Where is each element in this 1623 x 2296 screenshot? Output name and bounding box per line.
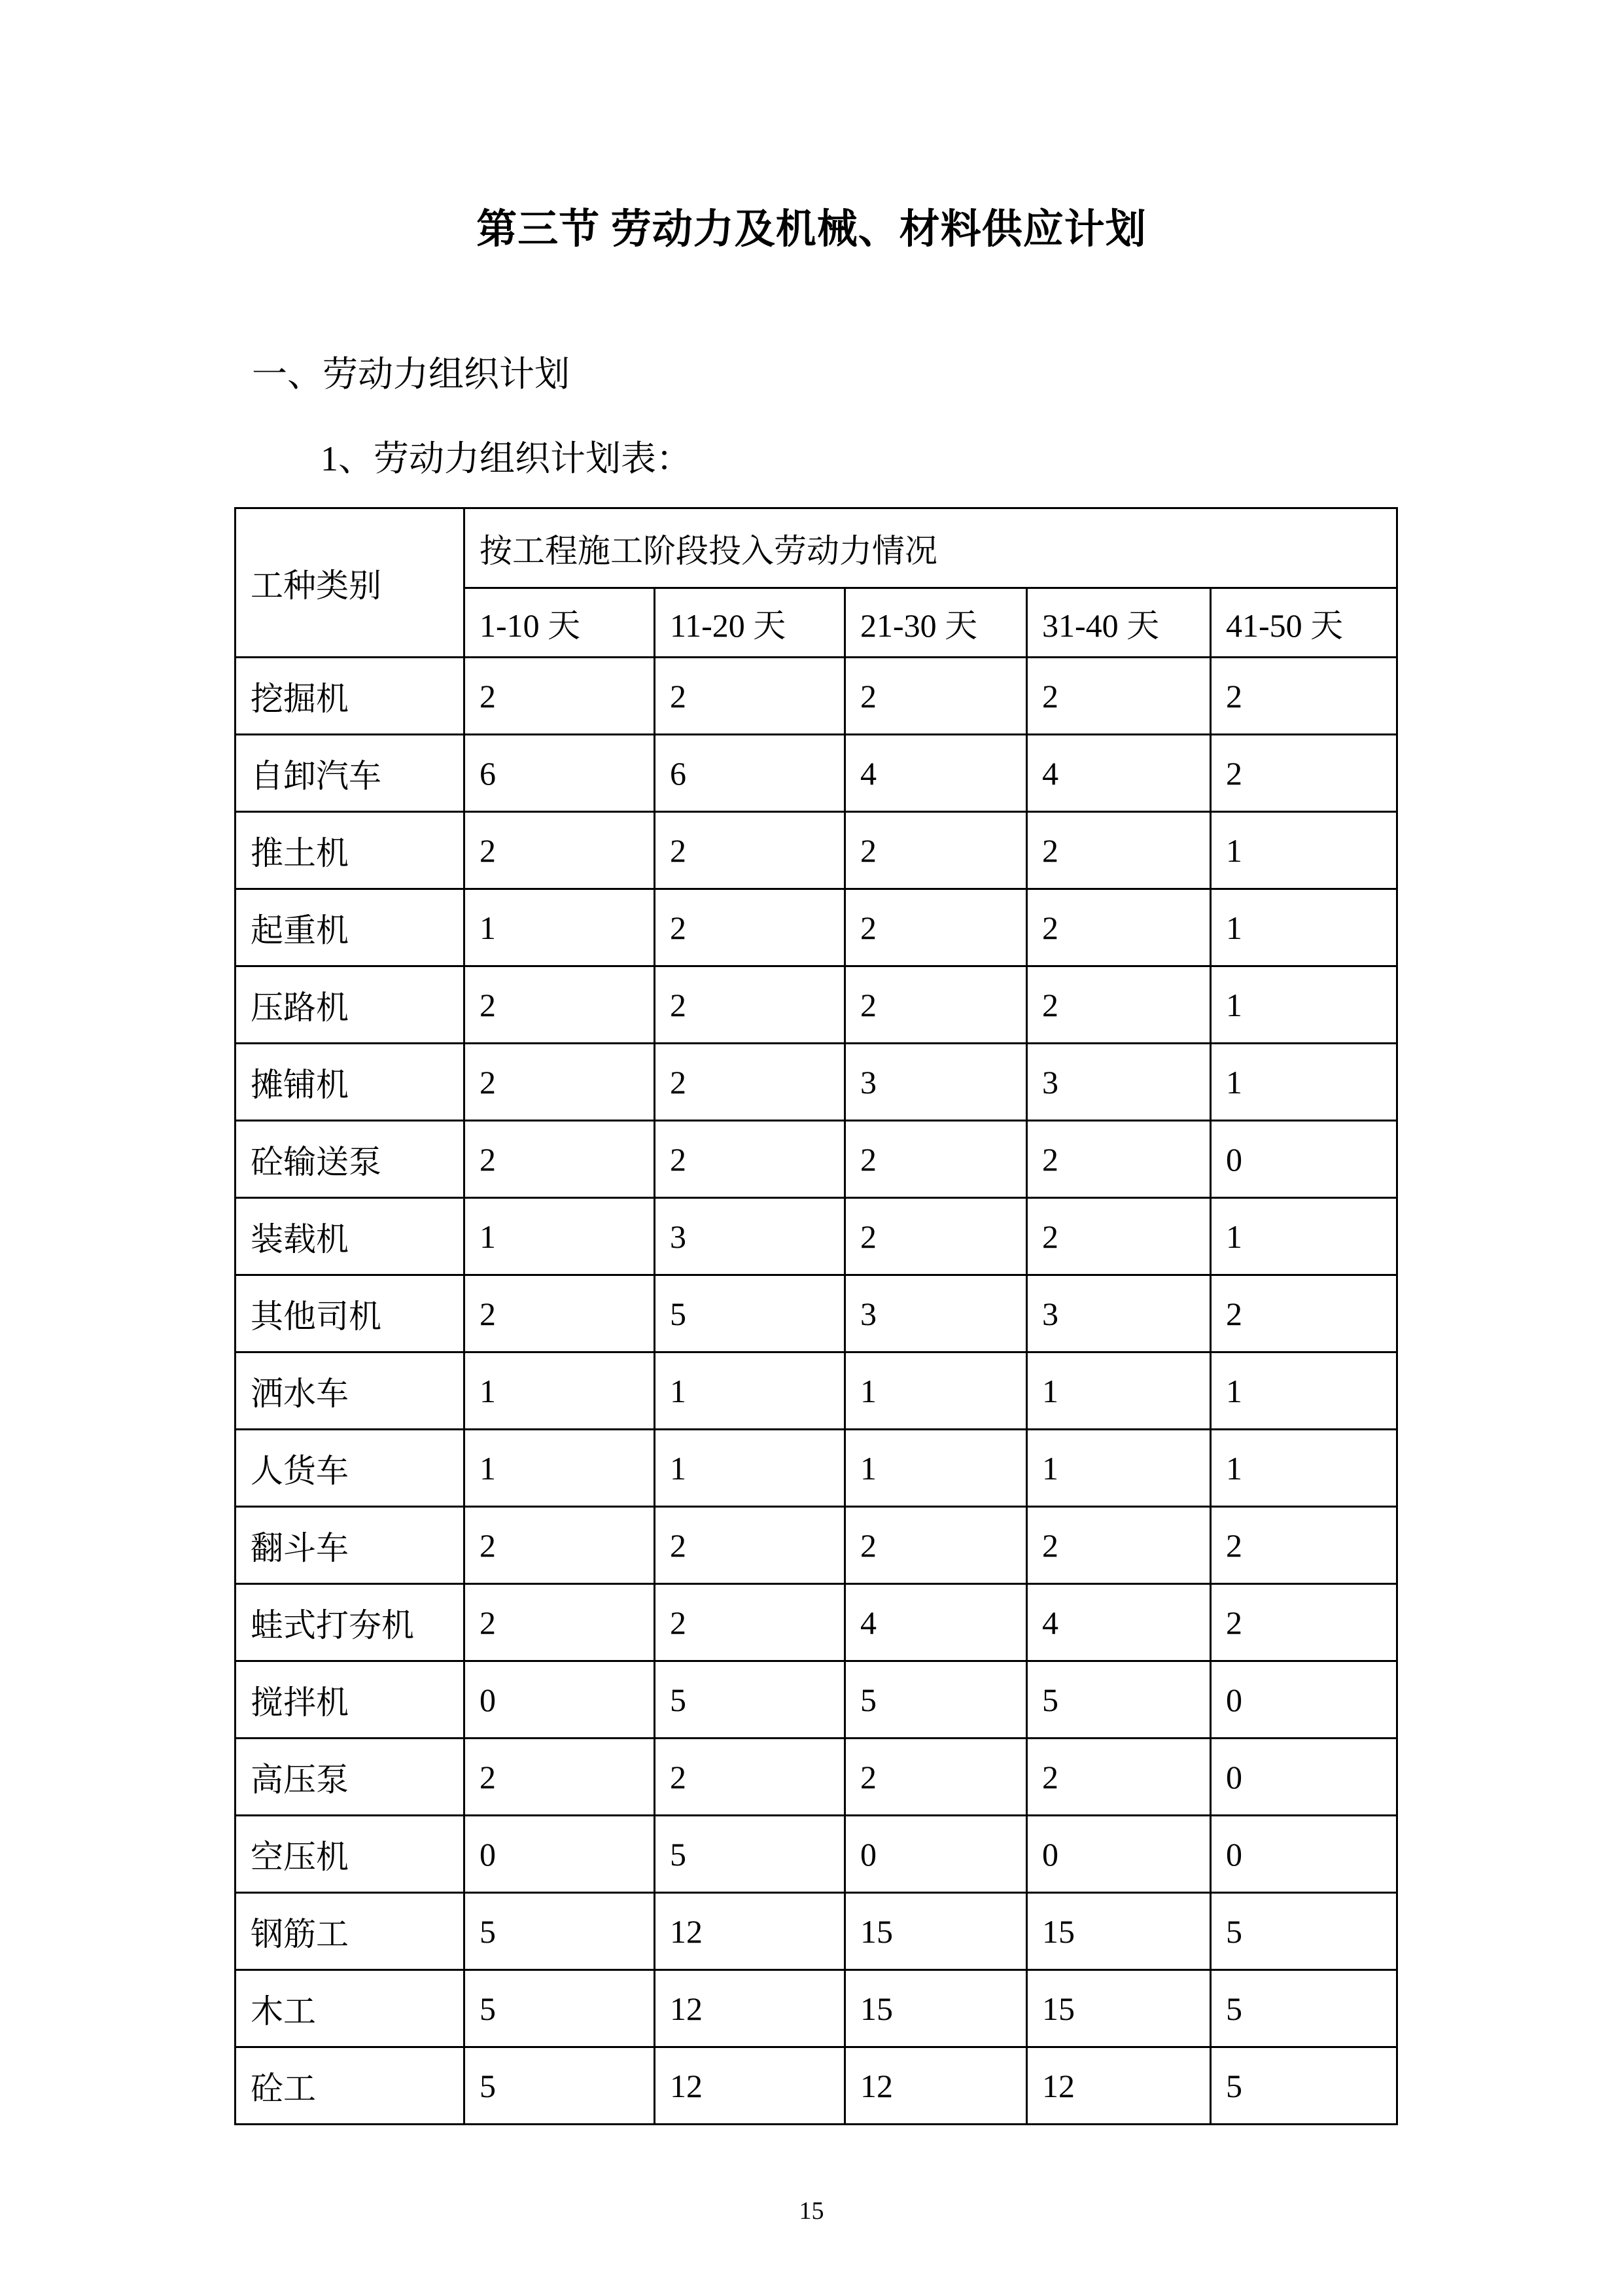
cell-value: 1 bbox=[1211, 889, 1397, 966]
table-row bbox=[236, 2047, 1397, 2125]
cell-value: 2 bbox=[1027, 1507, 1211, 1584]
cell-value: 15 bbox=[1027, 1893, 1211, 1970]
table-row bbox=[236, 1584, 1397, 1661]
row-label: 其他司机 bbox=[236, 1275, 464, 1352]
cell-value: 2 bbox=[1027, 966, 1211, 1044]
cell-value: 2 bbox=[1027, 1198, 1211, 1275]
table-row bbox=[236, 889, 1397, 966]
table-row bbox=[236, 1121, 1397, 1198]
period-header: 1-10 天 bbox=[464, 588, 655, 658]
group-header: 按工程施工阶段投入劳动力情况 bbox=[464, 508, 1397, 588]
row-label: 挖掘机 bbox=[236, 658, 464, 735]
row-label: 空压机 bbox=[236, 1816, 464, 1893]
cell-value: 2 bbox=[464, 812, 655, 889]
row-label: 摊铺机 bbox=[236, 1044, 464, 1121]
cell-value: 2 bbox=[655, 1584, 845, 1661]
cell-value: 2 bbox=[655, 812, 845, 889]
cell-value: 4 bbox=[845, 1584, 1027, 1661]
table-row bbox=[236, 1661, 1397, 1739]
table-row bbox=[236, 1275, 1397, 1352]
cell-value: 3 bbox=[1027, 1275, 1211, 1352]
cell-value: 2 bbox=[1027, 1739, 1211, 1816]
cell-value: 5 bbox=[464, 1970, 655, 2047]
cell-value: 2 bbox=[655, 966, 845, 1044]
row-label: 起重机 bbox=[236, 889, 464, 966]
cell-value: 2 bbox=[1211, 1507, 1397, 1584]
cell-value: 0 bbox=[1027, 1816, 1211, 1893]
table-row bbox=[236, 1970, 1397, 2047]
cell-value: 1 bbox=[1211, 1352, 1397, 1430]
table-row bbox=[236, 1816, 1397, 1893]
cell-value: 6 bbox=[464, 735, 655, 812]
table-row bbox=[236, 1507, 1397, 1584]
cell-value: 1 bbox=[464, 1352, 655, 1430]
table-row bbox=[236, 735, 1397, 812]
cell-value: 2 bbox=[845, 1198, 1027, 1275]
cell-value: 2 bbox=[464, 1507, 655, 1584]
cell-value: 0 bbox=[845, 1816, 1027, 1893]
table-row bbox=[236, 1430, 1397, 1507]
period-header: 41-50 天 bbox=[1211, 588, 1397, 658]
cell-value: 3 bbox=[845, 1044, 1027, 1121]
cell-value: 0 bbox=[1211, 1816, 1397, 1893]
cell-value: 4 bbox=[845, 735, 1027, 812]
row-label: 砼工 bbox=[236, 2047, 464, 2125]
cell-value: 5 bbox=[464, 2047, 655, 2125]
page-number: 15 bbox=[799, 2197, 824, 2225]
cell-value: 2 bbox=[845, 658, 1027, 735]
cell-value: 2 bbox=[845, 889, 1027, 966]
table-row bbox=[236, 1739, 1397, 1816]
cell-value: 1 bbox=[464, 889, 655, 966]
row-label: 搅拌机 bbox=[236, 1661, 464, 1739]
cell-value: 2 bbox=[464, 1121, 655, 1198]
cell-value: 1 bbox=[1211, 812, 1397, 889]
cell-value: 5 bbox=[655, 1275, 845, 1352]
cell-value: 2 bbox=[845, 1739, 1027, 1816]
cell-value: 2 bbox=[845, 812, 1027, 889]
cell-value: 1 bbox=[464, 1198, 655, 1275]
table-row bbox=[236, 658, 1397, 735]
cell-value: 1 bbox=[1211, 966, 1397, 1044]
table-row bbox=[236, 812, 1397, 889]
table-row bbox=[236, 1352, 1397, 1430]
cell-value: 2 bbox=[464, 1739, 655, 1816]
cell-value: 12 bbox=[655, 2047, 845, 2125]
cell-value: 2 bbox=[655, 1121, 845, 1198]
cell-value: 1 bbox=[845, 1430, 1027, 1507]
row-label: 高压泵 bbox=[236, 1739, 464, 1816]
section-heading: 一、劳动力组织计划 bbox=[252, 355, 570, 394]
cell-value: 1 bbox=[1211, 1044, 1397, 1121]
cell-value: 2 bbox=[655, 889, 845, 966]
cell-value: 2 bbox=[1027, 812, 1211, 889]
cell-value: 5 bbox=[1211, 2047, 1397, 2125]
cell-value: 2 bbox=[845, 1121, 1027, 1198]
cell-value: 5 bbox=[845, 1661, 1027, 1739]
cell-value: 2 bbox=[655, 1739, 845, 1816]
cell-value: 3 bbox=[845, 1275, 1027, 1352]
period-header: 21-30 天 bbox=[845, 588, 1027, 658]
cell-value: 2 bbox=[1211, 658, 1397, 735]
corner-header: 工种类别 bbox=[236, 508, 464, 658]
cell-value: 1 bbox=[655, 1430, 845, 1507]
cell-value: 15 bbox=[845, 1893, 1027, 1970]
cell-value: 2 bbox=[1027, 658, 1211, 735]
cell-value: 5 bbox=[655, 1816, 845, 1893]
cell-value: 2 bbox=[1211, 735, 1397, 812]
cell-value: 12 bbox=[655, 1893, 845, 1970]
cell-value: 2 bbox=[464, 1275, 655, 1352]
cell-value: 2 bbox=[464, 1584, 655, 1661]
cell-value: 1 bbox=[464, 1430, 655, 1507]
cell-value: 4 bbox=[1027, 735, 1211, 812]
cell-value: 5 bbox=[655, 1661, 845, 1739]
row-label: 洒水车 bbox=[236, 1352, 464, 1430]
cell-value: 1 bbox=[1027, 1430, 1211, 1507]
cell-value: 1 bbox=[1027, 1352, 1211, 1430]
cell-value: 2 bbox=[464, 1044, 655, 1121]
cell-value: 5 bbox=[1211, 1970, 1397, 2047]
cell-value: 2 bbox=[464, 966, 655, 1044]
cell-value: 12 bbox=[845, 2047, 1027, 2125]
table-header-row-group bbox=[236, 508, 1397, 588]
cell-value: 1 bbox=[1211, 1198, 1397, 1275]
row-label: 推土机 bbox=[236, 812, 464, 889]
cell-value: 2 bbox=[655, 1044, 845, 1121]
cell-value: 2 bbox=[464, 658, 655, 735]
cell-value: 15 bbox=[845, 1970, 1027, 2047]
row-label: 蛙式打夯机 bbox=[236, 1584, 464, 1661]
cell-value: 0 bbox=[1211, 1121, 1397, 1198]
cell-value: 3 bbox=[1027, 1044, 1211, 1121]
cell-value: 2 bbox=[1027, 889, 1211, 966]
cell-value: 2 bbox=[655, 1507, 845, 1584]
cell-value: 2 bbox=[845, 1507, 1027, 1584]
cell-value: 6 bbox=[655, 735, 845, 812]
cell-value: 0 bbox=[1211, 1661, 1397, 1739]
table-row bbox=[236, 1893, 1397, 1970]
cell-value: 1 bbox=[1211, 1430, 1397, 1507]
cell-value: 2 bbox=[1211, 1275, 1397, 1352]
table-row bbox=[236, 1044, 1397, 1121]
cell-value: 0 bbox=[464, 1661, 655, 1739]
table-row bbox=[236, 966, 1397, 1044]
table-row bbox=[236, 1198, 1397, 1275]
cell-value: 1 bbox=[655, 1352, 845, 1430]
cell-value: 5 bbox=[1027, 1661, 1211, 1739]
row-label: 钢筋工 bbox=[236, 1893, 464, 1970]
cell-value: 2 bbox=[1027, 1121, 1211, 1198]
labor-plan-table bbox=[234, 507, 1398, 2125]
subsection-heading: 1、劳动力组织计划表： bbox=[321, 439, 691, 478]
row-label: 翻斗车 bbox=[236, 1507, 464, 1584]
cell-value: 5 bbox=[464, 1893, 655, 1970]
cell-value: 12 bbox=[1027, 2047, 1211, 2125]
cell-value: 12 bbox=[655, 1970, 845, 2047]
cell-value: 0 bbox=[464, 1816, 655, 1893]
cell-value: 0 bbox=[1211, 1739, 1397, 1816]
row-label: 装载机 bbox=[236, 1198, 464, 1275]
row-label: 砼输送泵 bbox=[236, 1121, 464, 1198]
cell-value: 3 bbox=[655, 1198, 845, 1275]
cell-value: 4 bbox=[1027, 1584, 1211, 1661]
cell-value: 2 bbox=[845, 966, 1027, 1044]
row-label: 自卸汽车 bbox=[236, 735, 464, 812]
cell-value: 5 bbox=[1211, 1893, 1397, 1970]
cell-value: 15 bbox=[1027, 1970, 1211, 2047]
row-label: 压路机 bbox=[236, 966, 464, 1044]
row-label: 人货车 bbox=[236, 1430, 464, 1507]
cell-value: 2 bbox=[655, 658, 845, 735]
period-header: 31-40 天 bbox=[1027, 588, 1211, 658]
cell-value: 1 bbox=[845, 1352, 1027, 1430]
row-label: 木工 bbox=[236, 1970, 464, 2047]
page-title: 第三节 劳动力及机械、材料供应计划 bbox=[476, 207, 1147, 252]
cell-value: 2 bbox=[1211, 1584, 1397, 1661]
period-header: 11-20 天 bbox=[655, 588, 845, 658]
